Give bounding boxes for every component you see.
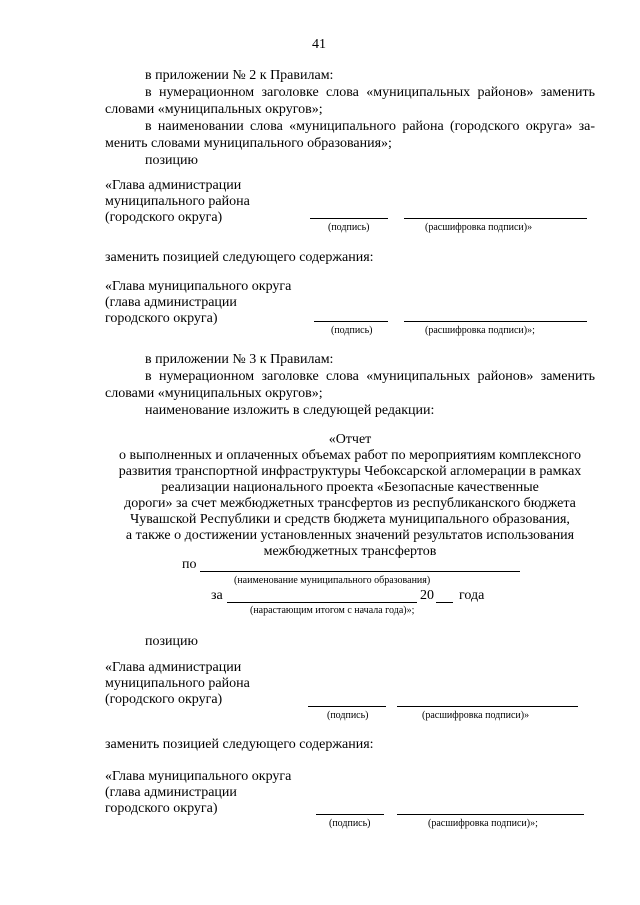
signature-line xyxy=(316,814,384,815)
paragraph-line: позицию xyxy=(145,634,198,649)
signature-decoding-line xyxy=(404,218,587,219)
po-label: по xyxy=(182,557,197,572)
signature-title: (глава администрации xyxy=(105,785,237,800)
signature-title: муниципального района xyxy=(105,676,250,691)
report-heading-line: реализации национального проекта «Безопасные качественные xyxy=(161,480,539,495)
signature-line xyxy=(310,218,388,219)
signature-title: «Глава администрации xyxy=(105,178,242,193)
signature-caption: (подпись) xyxy=(331,325,373,336)
signature-line xyxy=(314,321,388,322)
paragraph-line: в нумерационном заголовке слова «муниципальных районов» заменить xyxy=(145,369,595,384)
report-heading-line: дороги» за счет межбюджетных трансфертов из республиканского бюджета xyxy=(124,496,576,511)
period-caption: (нарастающим итогом с начала года)»; xyxy=(250,605,415,616)
period-line xyxy=(227,602,417,603)
signature-caption: (подпись) xyxy=(327,710,369,721)
paragraph-line: заменить позицией следующего содержания: xyxy=(105,737,374,752)
paragraph-line: словами «муниципальных округов»; xyxy=(105,102,323,117)
municipality-name-line xyxy=(200,571,520,572)
signature-decoding-line xyxy=(404,321,587,322)
signature-decoding-caption: (расшифровка подписи)»; xyxy=(425,325,535,336)
paragraph-line: наименование изложить в следующей редакции: xyxy=(145,403,435,418)
signature-decoding-caption: (расшифровка подписи)»; xyxy=(428,818,538,829)
report-title: «Отчет xyxy=(328,432,372,447)
za-label: за xyxy=(211,588,223,603)
signature-title: муниципального района xyxy=(105,194,250,209)
paragraph-line: позицию xyxy=(145,153,198,168)
report-heading-line: развития транспортной инфраструктуры Чебоксарской агломерации в рамках xyxy=(118,464,582,479)
paragraph-line: словами «муниципальных округов»; xyxy=(105,386,323,401)
paragraph-line: заменить позицией следующего содержания: xyxy=(105,250,374,265)
municipality-caption: (наименование муниципального образования) xyxy=(234,575,431,586)
report-heading-line: а также о достижении установленных значений результатов использования xyxy=(125,528,575,543)
signature-title: (глава администрации xyxy=(105,295,237,310)
signature-title: городского округа) xyxy=(105,311,218,326)
signature-caption: (подпись) xyxy=(328,222,370,233)
year-prefix: 20 xyxy=(420,588,434,603)
paragraph-line: в нумерационном заголовке слова «муниципальных районов» заменить xyxy=(145,85,595,100)
paragraph-line: в приложении № 2 к Правилам: xyxy=(145,68,334,83)
signature-title: «Глава администрации xyxy=(105,660,242,675)
year-word: года xyxy=(459,588,485,603)
paragraph-line: в приложении № 3 к Правилам: xyxy=(145,352,334,367)
signature-title: (городского округа) xyxy=(105,210,223,225)
signature-title: (городского округа) xyxy=(105,692,223,707)
signature-title: «Глава муниципального округа xyxy=(105,769,292,784)
signature-caption: (подпись) xyxy=(329,818,371,829)
paragraph-line: в наименовании слова «муниципального района (городского округа» за- xyxy=(145,119,595,134)
signature-decoding-caption: (расшифровка подписи)» xyxy=(425,222,533,233)
signature-decoding-line xyxy=(397,706,578,707)
signature-decoding-caption: (расшифровка подписи)» xyxy=(422,710,530,721)
report-heading-line: о выполненных и оплаченных объемах работ по мероприятиям комплексного xyxy=(119,448,581,463)
report-heading-line: Чувашской Республики и средств бюджета муниципального образования, xyxy=(130,512,570,527)
signature-title: «Глава муниципального округа xyxy=(105,279,292,294)
paragraph-line: менить словами муниципального образования»; xyxy=(105,136,392,151)
signature-decoding-line xyxy=(397,814,584,815)
signature-title: городского округа) xyxy=(105,801,218,816)
page-number: 41 xyxy=(312,37,326,52)
signature-line xyxy=(308,706,386,707)
report-heading-line: межбюджетных трансфертов xyxy=(263,544,437,559)
year-line xyxy=(436,602,453,603)
